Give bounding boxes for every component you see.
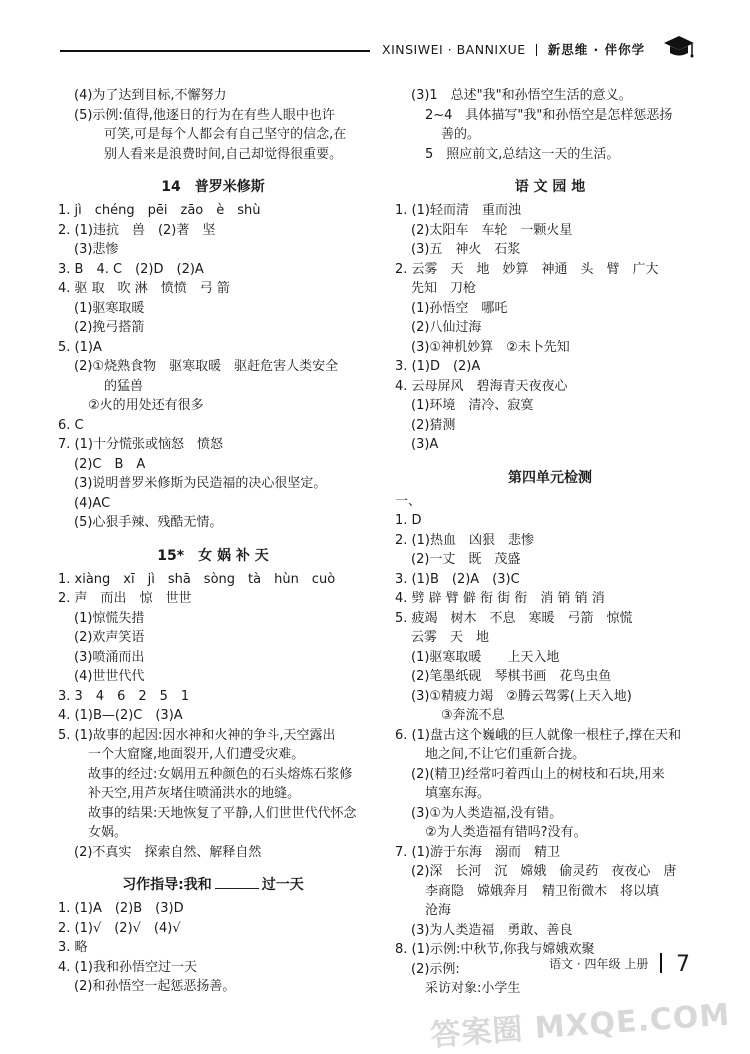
text-line: (3)A (411, 437, 439, 452)
text-line: (1)孙悟空 哪吒 (411, 300, 508, 316)
page-footer (549, 952, 690, 977)
text-line: (2)欢声笑语 (74, 630, 145, 645)
text-line: (3)喷涌而出 (74, 649, 145, 665)
text-line: 4. 劈 辟 臂 僻 衔 街 衔 消 销 销 消 (395, 591, 605, 606)
text-line: (3)1 总述"我"和孙悟空生活的意义。 (411, 88, 632, 103)
writing-title-prefix: 习作指导:我和 (122, 877, 212, 893)
text-line: (2)挽弓搭箭 (74, 320, 145, 335)
text-line: 采访对象:小学生 (425, 981, 521, 996)
header-rule (60, 50, 370, 52)
text-line: (3)为人类造福 勇敢、善良 (411, 922, 573, 938)
text-line: 可笑,可是每个人都会有自己坚守的信念,在 (104, 127, 347, 142)
writing-title-suffix: 过一天 (261, 877, 304, 893)
text-line: 一、 (395, 493, 422, 509)
text-line: (4)为了达到目标,不懈努力 (74, 88, 227, 103)
text-line: (2)C B A (74, 456, 146, 472)
text-line: 2. (1)违抗 兽 (2)著 坚 (58, 222, 216, 238)
text-line: 2. (1)√ (2)√ (4)√ (58, 920, 181, 936)
text-line: 李商隐 嫦娥奔月 精卫衔微木 将以填 (425, 883, 660, 899)
text-line: 2. (1)热血 凶狠 悲惨 (395, 532, 534, 548)
text-line: ②为人类造福有错吗?没有。 (425, 825, 587, 840)
text-line: (3)①神机妙算 ②未卜先知 (411, 339, 570, 355)
text-line: (5)示例:值得,他逐日的行为在有些人眼中也许 (74, 107, 335, 123)
text-line: 2. 云雾 天 地 妙算 神通 头 臂 广大 (395, 261, 659, 277)
text-line: 6. (1)盘古这个巍峨的巨人就像一根柱子,撑在天和 (395, 727, 682, 743)
left-column (58, 86, 368, 997)
text-line: 3. B 4. C (2)D (2)A (58, 261, 204, 277)
text-line: 4. (1)我和孙悟空过一天 (58, 959, 197, 975)
text-line: 3. 3 4 6 2 5 1 (58, 688, 190, 704)
text-line: 故事的经过:女娲用五种颜色的石头熔炼石浆修 (88, 766, 353, 782)
text-line: (2)不真实 探索自然、解释自然 (74, 844, 262, 860)
text-line: 的猛兽 (104, 378, 144, 394)
right-column (395, 86, 705, 999)
text-line: (3)①精疲力竭 ②腾云驾雾(上天入地) (411, 688, 632, 704)
text-line: (3)悲惨 (74, 242, 119, 257)
text-line: 8. (1)示例:中秋节,你我与嫦娥欢聚 (395, 942, 595, 957)
text-line: (2)猜测 (411, 417, 456, 433)
text-line: 4. (1)B—(2)C (3)A (58, 708, 183, 723)
brand-chinese: 新思维 · 伴你学 (547, 42, 646, 57)
text-line: 6. C (58, 417, 84, 433)
text-line: (4)世世代代 (74, 669, 145, 684)
text-line: 填塞东海。 (425, 786, 491, 801)
watermark: 答案圈 MXQE.COM (429, 997, 732, 1054)
text-line: (2)八仙过海 (411, 320, 482, 335)
text-line: 3. (1)D (2)A (395, 359, 481, 374)
text-line: 2~4 具体描写"我"和孙悟空是怎样惩恶扬 (425, 107, 673, 123)
text-line: (3)说明普罗米修斯为民造福的决心很坚定。 (74, 476, 327, 491)
title-blank (215, 876, 259, 889)
text-line: 云雾 天 地 (411, 630, 490, 645)
text-line: 4. 云母屏风 碧海青天夜夜心 (395, 378, 568, 394)
text-line: 先知 刀枪 (411, 281, 477, 296)
text-line: (2)(精卫)经常叼着西山上的树枝和石块,用来 (411, 766, 665, 782)
text-line: (2)笔墨纸砚 琴棋书画 花鸟虫鱼 (411, 669, 612, 684)
text-line: 4. 驱 取 吹 淋 愤愤 弓 箭 (58, 281, 230, 296)
text-line: 3. (1)B (2)A (3)C (395, 571, 520, 587)
text-line: 1. (1)A (2)B (3)D (58, 901, 184, 916)
text-line: (1)惊慌失措 (74, 610, 145, 626)
footer-subject: 语文 · 四年级 上册 (549, 957, 649, 971)
footer-divider (660, 953, 662, 973)
text-line: 1. (1)轻而清 重而浊 (395, 203, 521, 218)
text-line: 善的。 (441, 127, 481, 142)
section-title-yuwen: 语 文 园 地 (514, 179, 586, 195)
text-line: 故事的结果:天地恢复了平静,人们世世代代怀念 (88, 805, 357, 821)
brand-header (382, 40, 645, 58)
graduation-cap-icon (662, 33, 696, 61)
text-line: 5. 疲竭 树木 不息 寒暖 弓箭 惊慌 (395, 610, 633, 626)
text-line: (1)环境 清冷、寂寞 (411, 398, 534, 413)
text-line: 沧海 (425, 903, 452, 918)
text-line: (3)五 神火 石浆 (411, 242, 521, 257)
text-line: 地之间,不让它们重新合拢。 (425, 747, 586, 762)
text-line: (2)和孙悟空一起惩恶扬善。 (74, 979, 236, 994)
text-line: (2)太阳车 车轮 一颗火星 (411, 222, 573, 238)
text-line: ②火的用处还有很多 (88, 398, 204, 413)
text-line: (5)心狠手辣、残酷无情。 (74, 515, 223, 530)
text-line: 5. (1)故事的起因:因水神和火神的争斗,天空露出 (58, 727, 336, 743)
text-line: 5. (1)A (58, 339, 102, 355)
text-line: (1)驱寒取暖 (74, 300, 145, 316)
section-title-unit4: 第四单元检测 (508, 469, 592, 486)
text-line: (2)①烧熟食物 驱寒取暖 驱赶危害人类安全 (74, 359, 339, 374)
brand-separator (536, 44, 537, 56)
text-line: (3)①为人类造福,没有错。 (411, 805, 563, 821)
section-title-15: 15* 女 娲 补 天 (157, 547, 269, 564)
text-line: 别人看来是浪费时间,自己却觉得很重要。 (104, 146, 343, 162)
section-title-writing (58, 874, 368, 896)
page-number: 7 (676, 952, 690, 977)
section-title-14: 14 普罗米修斯 (161, 179, 265, 195)
text-line: 1. xiàng xī jì shā sòng tà hùn cuò (58, 571, 336, 587)
text-line: (2)深 长河 沉 嫦娥 偷灵药 夜夜心 唐 (411, 864, 677, 879)
text-line: ③奔流不息 (441, 708, 505, 723)
text-line: 3. 略 (58, 940, 88, 955)
text-line: (4)AC (74, 495, 111, 511)
text-line: 7. (1)十分慌张或恼怒 愤怒 (58, 437, 223, 452)
text-line: 女娲。 (88, 825, 128, 840)
text-line: 1. D (395, 513, 422, 528)
text-line: (2)示例: (411, 961, 460, 977)
text-line: 7. (1)游于东海 溺而 精卫 (395, 844, 560, 860)
text-line: 补天空,用芦灰堵住喷涌洪水的地缝。 (88, 786, 301, 801)
brand-english: XINSIWEI · BANNIXUE (382, 42, 526, 57)
text-line: 一个大窟窿,地面裂开,人们遭受灾难。 (88, 747, 305, 762)
text-line: 2. 声 而出 惊 世世 (58, 591, 192, 606)
text-line: 5 照应前文,总结这一天的生活。 (425, 146, 620, 162)
text-line: (2)一丈 既 茂盛 (411, 552, 521, 567)
text-line: 1. jì chéng pēi zāo è shù (58, 203, 261, 218)
text-line: (1)驱寒取暖 上天入地 (411, 649, 560, 665)
